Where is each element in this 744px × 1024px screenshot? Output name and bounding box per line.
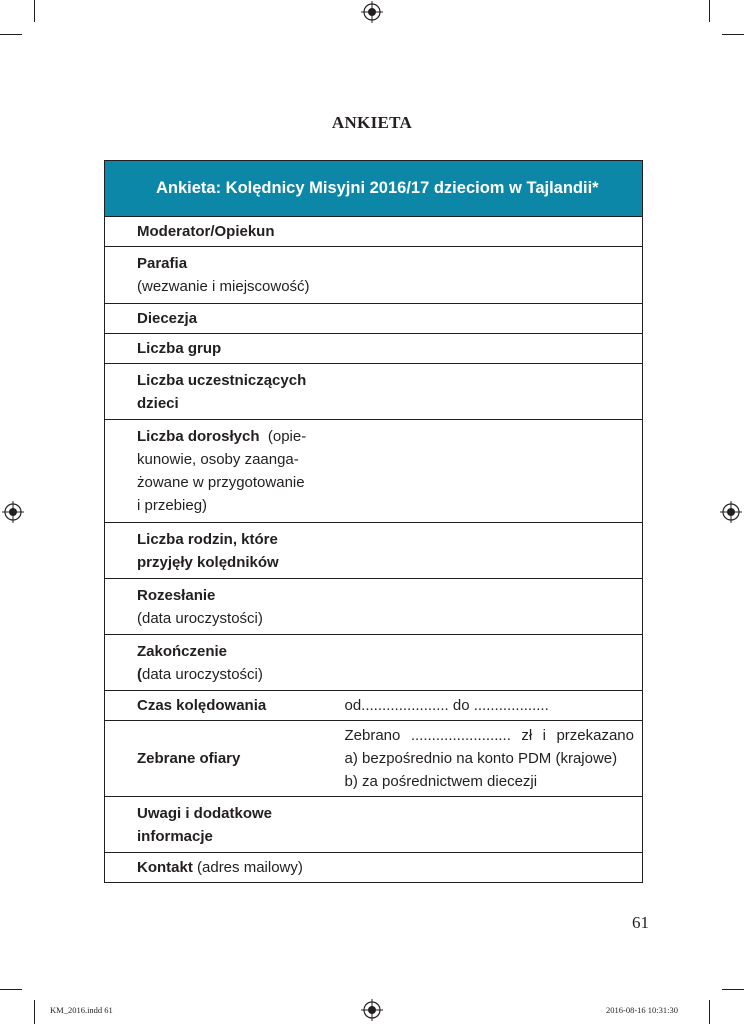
row-label-moderator: [105, 217, 323, 247]
crop-mark: [34, 0, 35, 22]
crop-mark: [0, 34, 22, 35]
table-row: [105, 797, 643, 853]
label-text: Zebrane ofiary: [137, 750, 241, 767]
table-row: [105, 364, 643, 420]
label-text: Liczba rodzin, które: [137, 530, 278, 548]
slug-left: KM_2016.indd 61: [50, 1005, 113, 1015]
registration-mark-icon: [720, 501, 742, 523]
crop-mark: [722, 989, 744, 990]
label-text: przyjęły kolędników: [137, 553, 279, 571]
label-text: Kontakt: [137, 859, 193, 876]
label-text: informacje: [137, 827, 213, 845]
row-label-uwagi: [105, 797, 323, 853]
crop-mark: [709, 1000, 710, 1024]
registration-mark-icon: [2, 501, 24, 523]
table-row: [105, 853, 643, 883]
registration-mark-icon: [361, 1, 383, 23]
label-paren: (: [137, 665, 142, 683]
label-note: (adres mailowy): [192, 859, 303, 876]
table-header-row: [105, 161, 643, 217]
row-label-parafia: [105, 247, 323, 304]
slug-right: 2016-08-16 10:31:30: [606, 1005, 679, 1015]
row-value-liczba-rodzin[interactable]: [323, 523, 643, 579]
row-value-zakonczenie[interactable]: [323, 635, 643, 691]
label-note: kunowie, osoby zaanga-: [137, 451, 299, 468]
label-text: Uwagi i dodatkowe: [137, 804, 273, 822]
table-row: [105, 721, 643, 797]
label-text: Liczba dorosłych: [137, 428, 260, 445]
row-value-parafia[interactable]: [323, 247, 643, 304]
row-label-liczba-rodzin: [105, 523, 323, 579]
label-note: żowane w przygotowanie: [137, 474, 305, 491]
table-row: [105, 247, 643, 304]
row-value-liczba-dzieci[interactable]: [323, 364, 643, 420]
crop-mark: [722, 34, 744, 35]
row-value-ofiary[interactable]: [323, 721, 643, 797]
survey-table: [104, 160, 643, 883]
page-title: ANKIETA: [331, 113, 413, 132]
row-label-diecezja: [105, 304, 323, 334]
table-row: [105, 635, 643, 691]
table-row: [105, 217, 643, 247]
label-text: Rozesłanie: [137, 586, 216, 604]
row-label-zakonczenie: [105, 635, 323, 691]
row-label-liczba-grup: [105, 334, 323, 364]
page-number: 61: [632, 913, 649, 932]
crop-mark: [0, 989, 22, 990]
label-text: Liczba uczestniczących: [137, 371, 307, 389]
row-value-liczba-doroslych[interactable]: [323, 420, 643, 523]
row-label-ofiary: [105, 721, 323, 797]
label-note: (data uroczystości): [137, 609, 263, 627]
value-line: Zebrano ........................ zł i przekazano: [344, 727, 634, 744]
survey-header: Ankieta: Kolędnicy Misyjni 2016/17 dzieciom w Tajlandii*: [105, 161, 643, 217]
table-row: [105, 691, 643, 721]
row-value-moderator[interactable]: [323, 217, 643, 247]
row-value-kontakt[interactable]: [323, 853, 643, 883]
value-line: b) za pośrednictwem diecezji: [344, 773, 538, 790]
table-row: [105, 420, 643, 523]
label-text: Parafia: [137, 255, 188, 272]
label-text: Zakończenie: [137, 642, 228, 660]
label-text: Diecezja: [137, 310, 198, 327]
row-label-kontakt: [105, 853, 323, 883]
label-text: Czas kolędowania: [137, 697, 267, 714]
row-label-liczba-doroslych: [105, 420, 323, 523]
label-note: data uroczystości): [142, 665, 263, 683]
value-line: a) bezpośrednio na konto PDM (krajowe): [344, 750, 618, 767]
label-note: i przebieg): [137, 497, 208, 514]
label-text: Moderator/Opiekun: [137, 223, 275, 240]
table-row: [105, 579, 643, 635]
row-label-liczba-dzieci: [105, 364, 323, 420]
label-note: (opie-: [267, 428, 307, 445]
label-note: (wezwanie i miejscowość): [137, 278, 310, 295]
row-value-diecezja[interactable]: [323, 304, 643, 334]
row-label-rozeslanie: [105, 579, 323, 635]
row-value-rozeslanie[interactable]: [323, 579, 643, 635]
label-text: dzieci: [137, 394, 179, 412]
table-row: [105, 523, 643, 579]
row-value-uwagi[interactable]: [323, 797, 643, 853]
row-value-czas[interactable]: od..................... do ..................: [323, 691, 643, 721]
crop-mark: [709, 0, 710, 22]
row-value-liczba-grup[interactable]: [323, 334, 643, 364]
registration-mark-icon: [361, 999, 383, 1021]
row-label-czas: [105, 691, 323, 721]
label-text: Liczba grup: [137, 340, 222, 357]
table-row: [105, 334, 643, 364]
table-row: [105, 304, 643, 334]
crop-mark: [34, 1000, 35, 1024]
